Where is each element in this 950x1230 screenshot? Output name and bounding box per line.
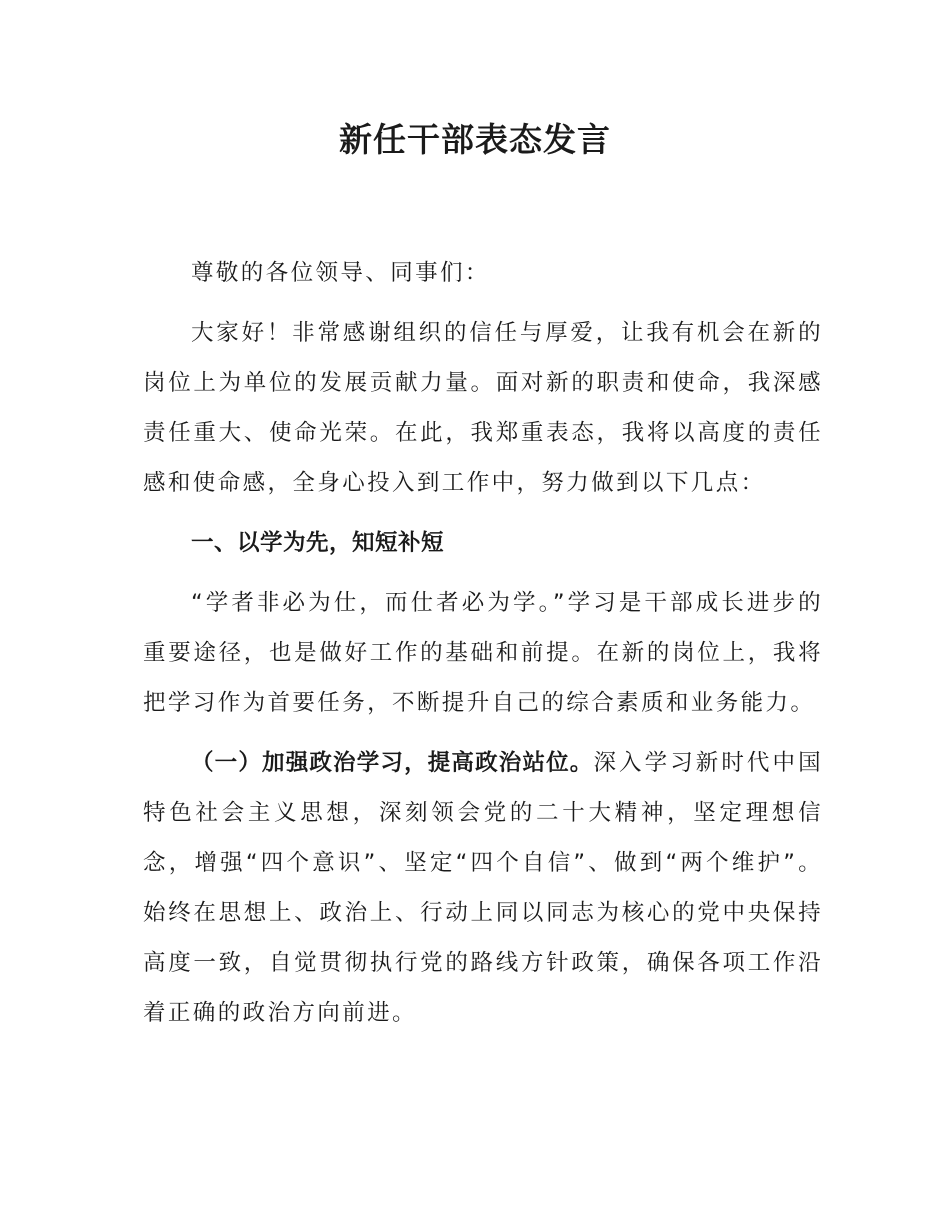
document-title: 新任干部表态发言 [339,120,611,159]
intro-paragraph: 大家好！非常感谢组织的信任与厚爱，让我有机会在新的岗位上为单位的发展贡献力量。面对新的职责和使命，我深感责任重大、使命光荣。在此，我郑重表态，我将以高度的责任感和使命感，全身心投入到工作中，努力做到以下几点： [143,320,823,496]
subsection-1-paragraph [143,738,823,1038]
subsection-heading-1: （一）加强政治学习，提高政治站位。 [191,750,594,776]
section-heading-1: 一、以学为先，知短补短 [191,530,445,556]
salutation: 尊敬的各位领导、同事们： [191,260,490,286]
section-1-paragraph: “学者非必为仕，而仕者必为学。”学习是干部成长进步的重要途径，也是做好工作的基础和前提。在新的岗位上，我将把学习作为首要任务，不断提升自己的综合素质和业务能力。 [143,590,823,716]
subsection-1-text: 深入学习新时代中国特色社会主义思想，深刻领会党的二十大精神，坚定理想信念，增强“四个意识”、坚定“四个自信”、做到“两个维护”。始终在思想上、政治上、行动上同以同志为核心的党中央保持高度一致，自觉贯彻执行党的路线方针政策，确保各项工作沿着正确的政治方向前进。 [143,750,823,1026]
document-body [143,248,823,1038]
